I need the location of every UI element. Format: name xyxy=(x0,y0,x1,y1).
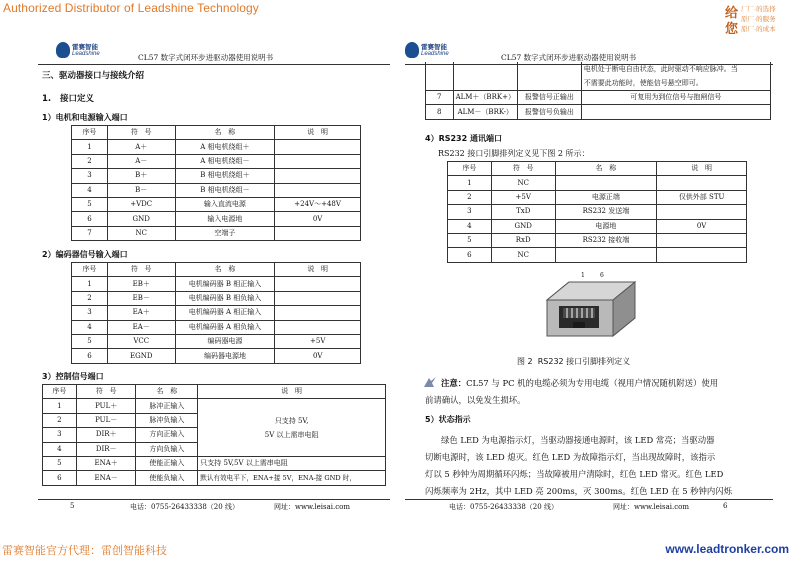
header-desc: 说 明 xyxy=(275,263,361,277)
cell: +VDC xyxy=(107,197,175,211)
cell: 报警信号正输出 xyxy=(517,91,581,105)
header-name: 名 称 xyxy=(136,385,198,399)
cell: 3 xyxy=(43,428,77,442)
cont-desc-line-1: 电机处于断电自由状态，此时驱动不响应脉冲。当 xyxy=(583,65,738,73)
cell: 7 xyxy=(426,91,454,105)
cell: 输入电源地 xyxy=(175,212,275,226)
cell: 0V xyxy=(275,212,361,226)
header-name: 名 称 xyxy=(555,162,657,176)
cell: B＋ xyxy=(107,169,175,183)
cell: 脉冲正输入 xyxy=(136,399,198,413)
cell: ENA－ xyxy=(76,471,136,485)
cell: ALM＋（BRK+） xyxy=(453,91,517,105)
table-header-row xyxy=(448,162,747,176)
cell: GND xyxy=(107,212,175,226)
cell: A＋ xyxy=(107,140,175,154)
cell: NC xyxy=(107,226,175,240)
cell: 5 xyxy=(72,334,108,348)
table-row xyxy=(72,320,361,334)
footer-web: 网址：www.leisai.com xyxy=(613,503,689,511)
header-index: 序号 xyxy=(72,263,108,277)
cell: RS232 发送端 xyxy=(555,205,657,219)
cell: 仅供外部 STU xyxy=(657,190,747,204)
cell: 1 xyxy=(72,277,108,291)
cell xyxy=(275,320,361,334)
page-number: 6 xyxy=(723,502,728,510)
table-header-row xyxy=(43,385,386,399)
table-row xyxy=(72,197,361,211)
table-row xyxy=(72,154,361,168)
cell: +24V～+48V xyxy=(275,197,361,211)
logo-cn: 雷赛智能 xyxy=(421,43,447,51)
header-desc: 说 明 xyxy=(198,385,386,399)
table-header-row xyxy=(72,263,361,277)
table-row xyxy=(426,91,771,105)
table-row xyxy=(43,399,386,413)
note-line-1 xyxy=(441,376,718,391)
cell: 8 xyxy=(426,105,454,119)
cell: B－ xyxy=(107,183,175,197)
cell: PUL－ xyxy=(76,413,136,427)
cell: 空端子 xyxy=(175,226,275,240)
cell: EGND xyxy=(107,349,175,363)
header-symbol: 符 号 xyxy=(491,162,555,176)
cell: 电机编码器 B 相正输入 xyxy=(175,277,275,291)
cell xyxy=(657,176,747,190)
cell xyxy=(275,291,361,305)
cell: 5 xyxy=(72,197,108,211)
table-row xyxy=(43,471,386,485)
cell: 脉冲负输入 xyxy=(136,413,198,427)
rs232-intro: RS232 接口引脚排列定义见下图 2 所示： xyxy=(438,149,590,158)
footer-web: 网址：www.leisai.com xyxy=(274,503,350,511)
control-port-table xyxy=(42,384,386,486)
table-row xyxy=(448,205,747,219)
doc-title: CL57 数字式闭环步进驱动器使用说明书 xyxy=(138,53,274,62)
table-row xyxy=(72,349,361,363)
cell: 电机编码器 A 相正输入 xyxy=(175,306,275,320)
status-indicator-title: 5）状态指示 xyxy=(425,415,471,424)
table-row xyxy=(72,169,361,183)
note-icon xyxy=(423,376,437,388)
page-number: 5 xyxy=(70,502,75,510)
cont-desc-line-2: 不需要此功能时，使能信号悬空即可。 xyxy=(583,79,703,87)
pin-label-1: 1 xyxy=(581,272,585,279)
table-row xyxy=(448,176,747,190)
rs232-port-title: 4）RS232 通讯端口 xyxy=(425,134,502,143)
cell: RxD xyxy=(491,233,555,247)
cell: 只支持 5V,5V 以上需串电阻 xyxy=(198,456,386,470)
cell: ENA＋ xyxy=(76,456,136,470)
seal-line-2: 原厂·的服务 xyxy=(741,16,776,23)
cell xyxy=(581,105,770,119)
cell: 方向正输入 xyxy=(136,428,198,442)
cell xyxy=(555,248,657,262)
cont-desc-cell xyxy=(581,62,770,91)
seal-char-1: 给 xyxy=(725,6,739,21)
cell: 3 xyxy=(72,306,108,320)
cell: A 相电机绕组－ xyxy=(175,154,275,168)
cell: 可复用为到位信号与抱闸信号 xyxy=(581,91,770,105)
cell: 1 xyxy=(72,140,108,154)
table-row xyxy=(72,306,361,320)
table-row xyxy=(72,334,361,348)
figure-caption: 图 2 RS232 接口引脚排列定义 xyxy=(517,357,631,366)
cell: GND xyxy=(491,219,555,233)
note-text-1: CL57 与 PC 机的电缆必须为专用电缆（视用户情况随机附送）使用 xyxy=(466,378,719,388)
cell: PUL＋ xyxy=(76,399,136,413)
chapter-heading: 三、驱动器接口与接线介绍 xyxy=(42,71,145,81)
cell: RS232 接收端 xyxy=(555,233,657,247)
table-row xyxy=(426,62,771,91)
right-page-footer xyxy=(405,499,773,512)
official-agent-text: 雷赛智能官方代理：雷创智能科技 xyxy=(2,544,167,557)
cell: 6 xyxy=(43,471,77,485)
status-line-3: 灯以 5 秒钟为周期循环闪烁；当故障被用户清除时，红色 LED 常灭。红色 LED xyxy=(425,469,724,479)
cell: 0V xyxy=(657,219,747,233)
cell: 报警信号负输出 xyxy=(517,105,581,119)
cell xyxy=(657,248,747,262)
logo-cn: 雷赛智能 xyxy=(72,43,98,51)
cell: NC xyxy=(491,176,555,190)
cell: 编码器电源地 xyxy=(175,349,275,363)
leadshine-logo xyxy=(405,40,465,62)
cell xyxy=(275,277,361,291)
cell: B 相电机绕组－ xyxy=(175,183,275,197)
cell xyxy=(275,154,361,168)
cell: 4 xyxy=(448,219,492,233)
cell: 电机编码器 A 相负输入 xyxy=(175,320,275,334)
cell: 编码器电源 xyxy=(175,334,275,348)
cell xyxy=(275,226,361,240)
cell xyxy=(657,233,747,247)
motor-port-title: 1）电机和电源输入端口 xyxy=(42,113,128,122)
seal-line-1: 厂厂·的选择 xyxy=(741,6,776,13)
status-line-4: 闪烁频率为 2Hz，其中 LED 亮 200ms，灭 300ms。红色 LED 在 5 秒钟内闪烁 xyxy=(425,486,733,496)
cell: 2 xyxy=(43,413,77,427)
encoder-port-table xyxy=(71,262,361,364)
cell: TxD xyxy=(491,205,555,219)
cell xyxy=(555,176,657,190)
interface-definition-heading: 1. 接口定义 xyxy=(42,94,95,104)
table-header-row xyxy=(72,126,361,140)
motor-port-table xyxy=(71,125,361,241)
cell: 使能正输入 xyxy=(136,456,198,470)
cell: +5V xyxy=(275,334,361,348)
footer-phone: 电话：0755-26433338（20 线） xyxy=(449,503,558,511)
cell xyxy=(657,205,747,219)
cell: DIR＋ xyxy=(76,428,136,442)
cell: 7 xyxy=(72,226,108,240)
cell: 4 xyxy=(72,320,108,334)
leadshine-logo xyxy=(56,40,116,62)
doc-title: CL57 数字式闭环步进驱动器使用说明书 xyxy=(501,53,637,62)
merged-desc-line-2: 5V 以上需串电阻 xyxy=(264,430,319,439)
table-row xyxy=(72,183,361,197)
table-row xyxy=(72,291,361,305)
header-index: 序号 xyxy=(448,162,492,176)
cell xyxy=(275,306,361,320)
table-row xyxy=(72,277,361,291)
cell: 0V xyxy=(275,349,361,363)
cell: A 相电机绕组＋ xyxy=(175,140,275,154)
note-line-2: 前请确认，以免发生损坏。 xyxy=(425,395,526,405)
rs232-connector-image xyxy=(543,278,639,340)
header-desc: 说 明 xyxy=(275,126,361,140)
footer-phone: 电话：0755-26433338（20 线） xyxy=(130,503,239,511)
table-row xyxy=(448,248,747,262)
cell: DIR－ xyxy=(76,442,136,456)
merged-desc-cell xyxy=(198,399,386,457)
table-row xyxy=(448,219,747,233)
logo-en: Leadshine xyxy=(421,51,449,57)
cell: 默认有效电平下，ENA+接 5V，ENA-接 GND 时， xyxy=(198,471,386,485)
left-page xyxy=(38,40,390,512)
header-symbol: 符 号 xyxy=(107,126,175,140)
cell: A－ xyxy=(107,154,175,168)
seal-line-3: 原厂·的成本 xyxy=(741,26,776,33)
control-port-table-continued xyxy=(425,62,771,120)
table-row xyxy=(72,226,361,240)
cell: 5 xyxy=(43,456,77,470)
distributor-title: Authorized Distributor of Leadshine Technology xyxy=(3,1,259,15)
cell: EB＋ xyxy=(107,277,175,291)
cell: EA－ xyxy=(107,320,175,334)
rs232-table xyxy=(447,161,747,263)
cell xyxy=(275,169,361,183)
status-line-2: 切断电源时，该 LED 熄灭。红色 LED 为故障指示灯，当出现故障时，该指示 xyxy=(425,452,716,462)
cell xyxy=(275,183,361,197)
cell: EB－ xyxy=(107,291,175,305)
cell: 3 xyxy=(448,205,492,219)
cell: 电机编码器 B 相负输入 xyxy=(175,291,275,305)
header-index: 序号 xyxy=(43,385,77,399)
cell: NC xyxy=(491,248,555,262)
header-index: 序号 xyxy=(72,126,108,140)
merged-desc-line-1: 只支持 5V, xyxy=(274,416,309,425)
control-port-title: 3）控制信号端口 xyxy=(42,372,104,381)
cell: 4 xyxy=(43,442,77,456)
status-line-1: 绿色 LED 为电源指示灯，当驱动器接通电源时，该 LED 常亮；当驱动器 xyxy=(441,435,715,445)
cell: EA＋ xyxy=(107,306,175,320)
header-name: 名 称 xyxy=(175,126,275,140)
cell: 使能负输入 xyxy=(136,471,198,485)
cell: 3 xyxy=(72,169,108,183)
cell: 1 xyxy=(43,399,77,413)
cell: 4 xyxy=(72,183,108,197)
header-name: 名 称 xyxy=(175,263,275,277)
header-symbol: 符 号 xyxy=(107,263,175,277)
cell: 2 xyxy=(448,190,492,204)
cell: +5V xyxy=(491,190,555,204)
cell: 电源正端 xyxy=(555,190,657,204)
table-row xyxy=(448,190,747,204)
table-row xyxy=(448,233,747,247)
note-label: 注意： xyxy=(441,378,467,388)
cell: 电源地 xyxy=(555,219,657,233)
seal-logo xyxy=(725,2,785,36)
header-symbol: 符 号 xyxy=(76,385,136,399)
cell: 6 xyxy=(72,349,108,363)
logo-en: Leadshine xyxy=(72,51,100,57)
cell: VCC xyxy=(107,334,175,348)
seal-char-2: 您 xyxy=(725,22,739,37)
pin-label-6: 6 xyxy=(600,272,604,279)
left-page-header xyxy=(38,40,390,65)
left-page-footer xyxy=(38,499,390,512)
cell: 1 xyxy=(448,176,492,190)
cell: 方向负输入 xyxy=(136,442,198,456)
cell: 6 xyxy=(448,248,492,262)
website-link[interactable]: www.leadtronker.com xyxy=(665,542,789,556)
table-row xyxy=(43,456,386,470)
cell: ALM－（BRK-） xyxy=(453,105,517,119)
encoder-port-title: 2）编码器信号输入端口 xyxy=(42,250,128,259)
leadshine-logo-icon xyxy=(405,42,419,58)
cell: 5 xyxy=(448,233,492,247)
cell: 2 xyxy=(72,154,108,168)
table-row xyxy=(72,140,361,154)
cell xyxy=(275,140,361,154)
leadshine-logo-icon xyxy=(56,42,70,58)
table-row xyxy=(426,105,771,119)
cell: 2 xyxy=(72,291,108,305)
right-page xyxy=(405,40,773,512)
cell: 输入直流电源 xyxy=(175,197,275,211)
cell: B 相电机绕组＋ xyxy=(175,169,275,183)
table-row xyxy=(72,212,361,226)
header-desc: 说 明 xyxy=(657,162,747,176)
cell: 6 xyxy=(72,212,108,226)
